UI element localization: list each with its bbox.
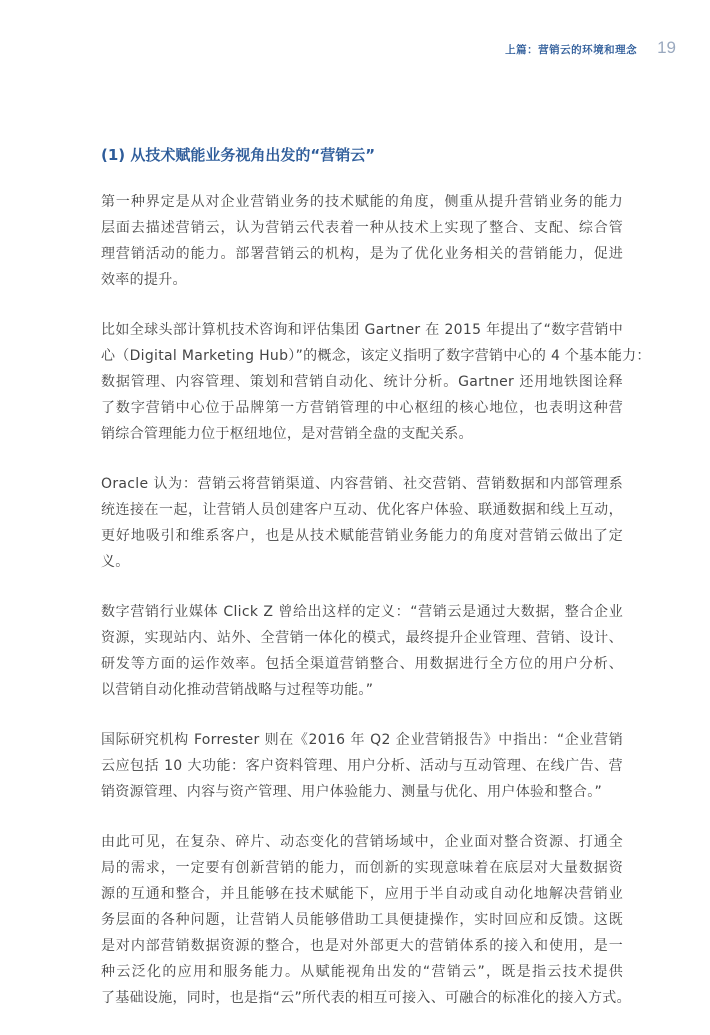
paragraph-line: 比如全球头部计算机技术咨询和评估集团 Gartner 在 2015 年提出了“数字营销中: [101, 322, 623, 338]
paragraph-line: 数据管理、内容管理、策划和营销自动化、统计分析。Gartner 还用地铁图诠释: [101, 374, 623, 390]
paragraph-line: 由此可见，在复杂、碎片、动态变化的营销场域中，企业面对整合资源、打通全: [101, 834, 623, 850]
paragraph-3: [101, 471, 623, 575]
paragraph-line: 资源，实现站内、站外、全营销一体化的模式，最终提升企业管理、营销、设计、: [101, 630, 623, 646]
header-chapter-title: 上篇：营销云的环境和理念: [505, 44, 638, 56]
paragraph-line: 局的需求，一定要有创新营销的能力，而创新的实现意味着在底层对大量数据资: [101, 860, 623, 876]
paragraph-line: 务层面的各种问题，让营销人员能够借助工具便捷操作，实时回应和反馈。这既: [101, 912, 623, 928]
paragraph-line: 心（Digital Marketing Hub）”的概念，该定义指明了数字营销中心的 4 个基本能力：: [101, 348, 651, 364]
paragraph-line: 销资源管理、内容与资产管理、用户体验能力、测量与优化、用户体验和整合。”: [101, 784, 603, 800]
paragraph-line: 统连接在一起，让营销人员创建客户互动、优化客户体验、联通数据和线上互动，: [101, 502, 623, 518]
paragraph-line: 数字营销行业媒体 Click Z 曾给出这样的定义：“营销云是通过大数据，整合企业: [101, 604, 623, 620]
paragraph-2: [101, 317, 651, 447]
section-heading: (1) 从技术赋能业务视角出发的“营销云”: [101, 146, 376, 164]
paragraph-line: 是对内部营销数据资源的整合，也是对外部更大的营销体系的接入和使用，是一: [101, 938, 623, 954]
paragraph-line: 更好地吸引和维系客户，也是从技术赋能营销业务能力的角度对营销云做出了定: [101, 528, 623, 544]
paragraph-line: 第一种界定是从对企业营销业务的技术赋能的角度，侧重从提升营销业务的能力: [101, 194, 623, 210]
paragraph-line: 销综合管理能力位于枢纽地位，是对营销全盘的支配关系。: [101, 426, 473, 442]
paragraph-5: [101, 727, 623, 805]
paragraph-line: Oracle 认为：营销云将营销渠道、内容营销、社交营销、营销数据和内部管理系: [101, 476, 623, 492]
paragraph-line: 源的互通和整合，并且能够在技术赋能下，应用于半自动或自动化地解决营销业: [101, 886, 623, 902]
paragraph-line: 层面去描述营销云，认为营销云代表着一种从技术上实现了整合、支配、综合管: [101, 220, 623, 236]
paragraph-line: 种云泛化的应用和服务能力。从赋能视角出发的“营销云”，既是指云技术提供: [101, 964, 623, 980]
running-header: [505, 38, 676, 58]
paragraph-line: 云应包括 10 大功能：客户资料管理、用户分析、活动与互动管理、在线广告、营: [101, 758, 623, 774]
paragraph-4: [101, 599, 623, 703]
paragraph-line: 了数字营销中心位于品牌第一方营销管理的中心枢纽的核心地位，也表明这种营: [101, 400, 623, 416]
paragraph-line: 了基础设施，同时，也是指“云”所代表的相互可接入、可融合的标准化的接入方式。: [101, 990, 631, 1006]
paragraph-line: 义。: [101, 554, 130, 570]
paragraph-line: 国际研究机构 Forrester 则在《2016 年 Q2 企业营销报告》中指出：“企业营销: [101, 732, 623, 748]
paragraph-line: 效率的提升。: [101, 272, 187, 288]
page-number: 19: [657, 38, 676, 57]
paragraph-1: [101, 189, 623, 293]
paragraph-line: 理营销活动的能力。部署营销云的机构，是为了优化业务相关的营销能力，促进: [101, 246, 623, 262]
paragraph-line: 研发等方面的运作效率。包括全渠道营销整合、用数据进行全方位的用户分析、: [101, 656, 623, 672]
paragraph-line: 以营销自动化推动营销战略与过程等功能。”: [101, 682, 374, 698]
paragraph-6: [101, 829, 631, 1011]
page-content: [101, 144, 651, 1035]
